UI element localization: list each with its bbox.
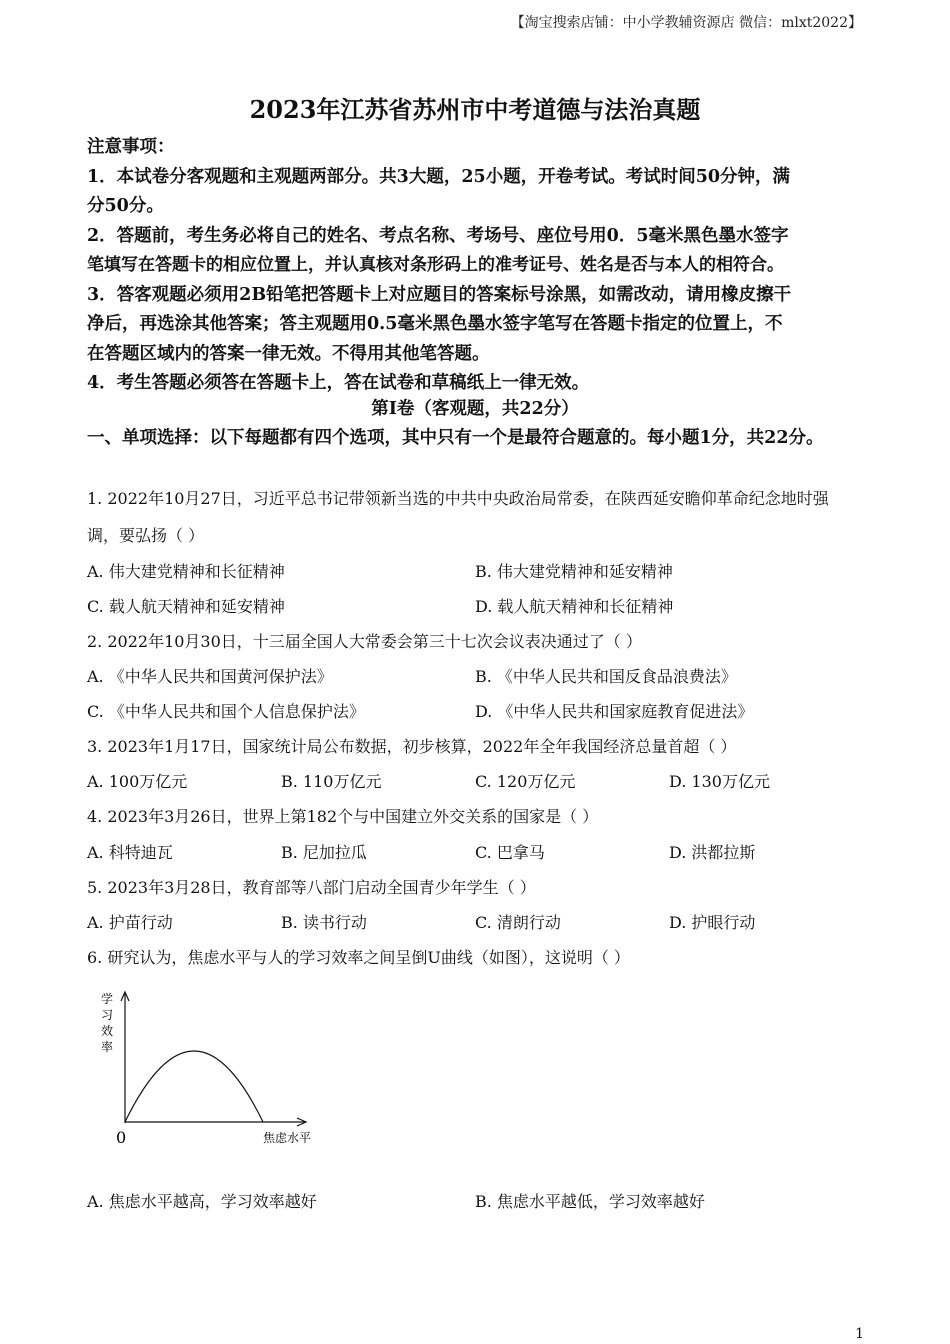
page-title: 2023年江苏省苏州市中考道德与法治真题 bbox=[249, 95, 701, 124]
y-label-char: 率 bbox=[101, 1040, 114, 1054]
note-line: 在答题区域内的答案一律无效。不得用其他笔答题。 bbox=[87, 343, 490, 364]
question-1-option-b: B. 伟大建党精神和延安精神 bbox=[475, 562, 673, 581]
inverted-u-curve bbox=[125, 1051, 263, 1122]
note-line: 分50分。 bbox=[87, 196, 164, 216]
question-6: 6. 研究认为，焦虑水平与人的学习效率之间呈倒U曲线（如图），这说明（ ） bbox=[87, 948, 630, 967]
question-3-option-d: D. 130万亿元 bbox=[669, 772, 770, 791]
question-5: 5. 2023年3月28日，教育部等八部门启动全国青少年学生（ ） bbox=[87, 878, 536, 897]
question-5-option-c: C. 清朗行动 bbox=[475, 913, 561, 932]
question-1-option-c: C. 载人航天精神和延安精神 bbox=[87, 597, 285, 616]
question-4-option-c: C. 巴拿马 bbox=[475, 843, 545, 862]
question-1-line-1: 1. 2022年10月27日，习近平总书记带领新当选的中共中央政治局常委，在陕西延安瞻仰革命纪念地时强 bbox=[87, 489, 829, 508]
part-title: 一、单项选择：以下每题都有四个选项，其中只有一个是最符合题意的。每小题1分，共22分。 bbox=[87, 428, 824, 448]
note-line: 3．答客观题必须用2B铅笔把答题卡上对应题目的答案标号涂黑，如需改动，请用橡皮擦干 bbox=[87, 284, 792, 305]
question-6-option-a: A. 焦虑水平越高，学习效率越好 bbox=[87, 1192, 317, 1211]
note-line: 1．本试卷分客观题和主观题两部分。共3大题，25小题，开卷考试。考试时间50分钟，满 bbox=[87, 166, 791, 187]
page-number: 1 bbox=[855, 1326, 864, 1342]
question-2-option-a: A. 《中华人民共和国黄河保护法》 bbox=[87, 667, 333, 686]
notes-heading: 注意事项： bbox=[87, 137, 175, 157]
y-label-char: 学 bbox=[101, 992, 114, 1006]
section-title: 第I卷（客观题，共22分） bbox=[371, 399, 579, 419]
question-3-option-c: C. 120万亿元 bbox=[475, 772, 576, 791]
header-note: 【淘宝搜索店铺：中小学教辅资源店 微信：mlxt2022】 bbox=[510, 15, 862, 31]
question-4-option-a: A. 科特迪瓦 bbox=[87, 843, 173, 862]
inverted-u-figure bbox=[98, 988, 328, 1154]
origin-label: 0 bbox=[116, 1128, 127, 1147]
question-3-option-a: A. 100万亿元 bbox=[87, 772, 188, 791]
question-4: 4. 2023年3月26日，世界上第182个与中国建立外交关系的国家是（ ） bbox=[87, 807, 599, 826]
question-2-option-b: B. 《中华人民共和国反食品浪费法》 bbox=[475, 667, 737, 686]
question-4-option-d: D. 洪都拉斯 bbox=[669, 843, 756, 862]
question-4-option-b: B. 尼加拉瓜 bbox=[281, 843, 367, 862]
inverted-u-diagram bbox=[98, 988, 328, 1150]
note-line: 2．答题前，考生务必将自己的姓名、考点名称、考场号、座位号用0．5毫米黑色墨水签字 bbox=[87, 225, 789, 246]
question-3-option-b: B. 110万亿元 bbox=[281, 772, 382, 791]
y-label-char: 效 bbox=[101, 1024, 114, 1038]
question-2: 2. 2022年10月30日，十三届全国人大常委会第三十七次会议表决通过了（ ） bbox=[87, 632, 642, 651]
question-5-option-d: D. 护眼行动 bbox=[669, 913, 756, 932]
question-6-option-b: B. 焦虑水平越低，学习效率越好 bbox=[475, 1192, 705, 1211]
question-5-option-a: A. 护苗行动 bbox=[87, 913, 173, 932]
question-1-option-a: A. 伟大建党精神和长征精神 bbox=[87, 562, 285, 581]
y-label-char: 习 bbox=[101, 1008, 114, 1022]
question-5-option-b: B. 读书行动 bbox=[281, 913, 367, 932]
exam-notes bbox=[87, 133, 867, 399]
note-line: 净后，再选涂其他答案；答主观题用0.5毫米黑色墨水签字笔写在答题卡指定的位置上，不 bbox=[87, 314, 783, 334]
question-2-option-c: C. 《中华人民共和国个人信息保护法》 bbox=[87, 702, 365, 721]
note-line: 4．考生答题必须答在答题卡上，答在试卷和草稿纸上一律无效。 bbox=[87, 373, 590, 393]
question-1-line-2: 调，要弘扬（ ） bbox=[87, 526, 205, 545]
question-2-option-d: D. 《中华人民共和国家庭教育促进法》 bbox=[475, 702, 754, 721]
question-3: 3. 2023年1月17日，国家统计局公布数据，初步核算，2022年全年我国经济总量首超（ ） bbox=[87, 737, 737, 756]
x-axis-label: 焦虑水平 bbox=[263, 1131, 312, 1145]
question-1-option-d: D. 载人航天精神和长征精神 bbox=[475, 597, 674, 616]
note-line: 笔填写在答题卡的相应位置上，并认真核对条形码上的准考证号、姓名是否与本人的相符合。 bbox=[87, 255, 784, 275]
